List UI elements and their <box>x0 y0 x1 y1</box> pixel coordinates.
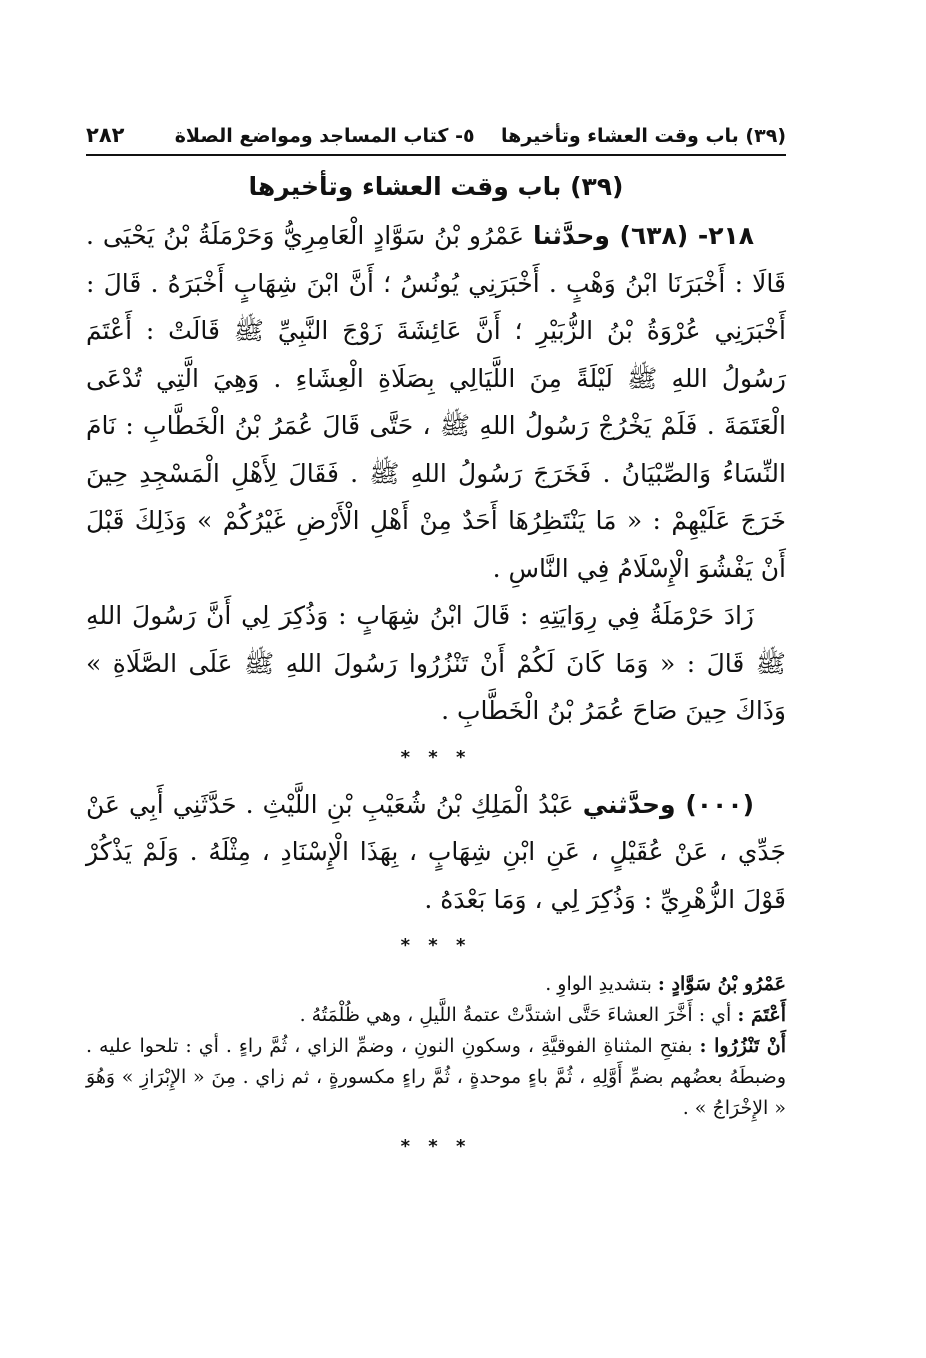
hadith-218 <box>86 212 786 735</box>
footnote-text: بتشديدِ الواوِ . <box>545 973 652 995</box>
hadith-000-lead: (٠٠٠) وحدَّثني <box>582 789 755 819</box>
hadith-000 <box>86 781 786 924</box>
hadith-218-addition: زَادَ حَرْمَلَةُ فِي رِوَايَتِهِ : قَالَ ابْنُ شِهَابٍ : وَذُكِرَ لِي أَنَّ رَسُولَ اللهِ ﷺ قَالَ : « وَمَا كَانَ لَكُمْ أَنْ تَنْزُرُوا رَسُولَ اللهِ ﷺ عَلَى الصَّلَاةِ » وَذَاكَ حِينَ صَاحَ عُمَرُ بْنُ الْخَطَّابِ . <box>86 601 786 725</box>
separator-stars: * * * <box>400 746 472 768</box>
footnote-term: أَعْتَمَ : <box>737 1004 786 1026</box>
running-titles <box>175 119 786 153</box>
book-title: ٥- كتاب المساجد ومواضع الصلاة <box>174 125 475 147</box>
footnotes <box>86 969 786 1124</box>
separator-stars: * * * <box>400 1136 472 1157</box>
book-page <box>86 118 786 1170</box>
chapter-heading: (٣٩) باب وقت العشاء وتأخيرها <box>248 172 624 201</box>
footnote-term: أَنْ تَنْزُرُوا : <box>699 1035 787 1057</box>
footnote <box>86 1031 786 1124</box>
separator-stars: * * * <box>400 935 472 956</box>
hadith-218-text: عَمْرُو بْنُ سَوَّادٍ الْعَامِرِيُّ وَحَرْمَلَةُ بْنُ يَحْيَى . قَالَا : أَخْبَرَنَا ابْنُ وَهْبٍ . أَخْبَرَنِي يُونُسُ ؛ أَنَّ ابْنَ شِهَابٍ أَخْبَرَهُ . قَالَ : أَخْبَرَنِي عُرْوَةُ بْنُ الزُّبَيْرِ ؛ أَنَّ عَائِشَةَ زَوْجَ النَّبِيِّ ﷺ قَالَتْ : أَعْتَمَ رَسُولُ اللهِ ﷺ لَيْلَةً مِنَ اللَّيَالِي بِصَلَاةِ الْعِشَاءِ . وَهِيَ الَّتِي تُدْعَى الْعَتَمَةَ . فَلَمْ يَخْرُجْ رَسُولُ اللهِ ﷺ ، حَتَّى قَالَ عُمَرُ بْنُ الْخَطَّابِ : نَامَ النِّسَاءُ وَالصِّبْيَانُ . فَخَرَجَ رَسُولُ اللهِ ﷺ . فَقَالَ لِأَهْلِ الْمَسْجِدِ حِينَ خَرَجَ عَلَيْهِمْ : « مَا يَنْتَظِرُهَا أَحَدٌ مِنْ أَهْلِ الْأَرْضِ غَيْرُكُمْ » وَذَلِكَ قَبْلَ أَنْ يَفْشُوَ الْإِسْلَامُ فِي النَّاسِ . <box>86 221 786 583</box>
hadith-218-lead: ٢١٨- (٦٣٨) وحدَّثنا <box>532 221 754 250</box>
hadith-000-text: عَبْدُ الْمَلِكِ بْنُ شُعَيْبِ بْنِ اللَّيْثِ . حَدَّثَنِي أَبِي عَنْ جَدِّي ، عَنْ عُقَيْلٍ ، عَنِ ابْنِ شِهَابٍ ، بِهَذَا الْإِسْنَادِ ، مِثْلَهُ . وَلَمْ يَذْكُرْ قَوْلَ الزُّهْرِيِّ : وَذُكِرَ لِي ، وَمَا بَعْدَهُ . <box>86 789 786 914</box>
footnote <box>86 969 786 1000</box>
hadith-000-body <box>86 781 786 924</box>
footnote-term: عَمْرُو بْنُ سَوَّادٍ : <box>657 973 786 995</box>
chapter-title: (٣٩) باب وقت العشاء وتأخيرها <box>501 125 786 147</box>
footnote-text: بفتحِ المثناةِ الفوقيَّةِ ، وسكونِ النونِ ، وضمِّ الزاي ، ثُمَّ راءٍ . أي : تلحوا عليه . وضبطَهُ بعضُهم بضمِّ أَوَّلِهِ ، ثُمَّ باءٍ موحدةٍ ، ثُمَّ راءٍ مكسورةٍ ، ثم زاي . مِنَ « الإِبْرَازِ » وَهُوَ « الإِخْرَاجُ » . <box>86 1035 786 1119</box>
hadith-218-body <box>86 212 786 592</box>
footnote <box>86 1000 786 1031</box>
footnote-text: أي : أَخَّرَ العشاءَ حَتَّى اشتدَّتْ عتمةُ اللَّيلِ ، وهي ظُلْمَتُهُ . <box>299 1004 732 1026</box>
running-header <box>86 118 786 156</box>
page-number: ٢٨٢ <box>86 123 125 147</box>
